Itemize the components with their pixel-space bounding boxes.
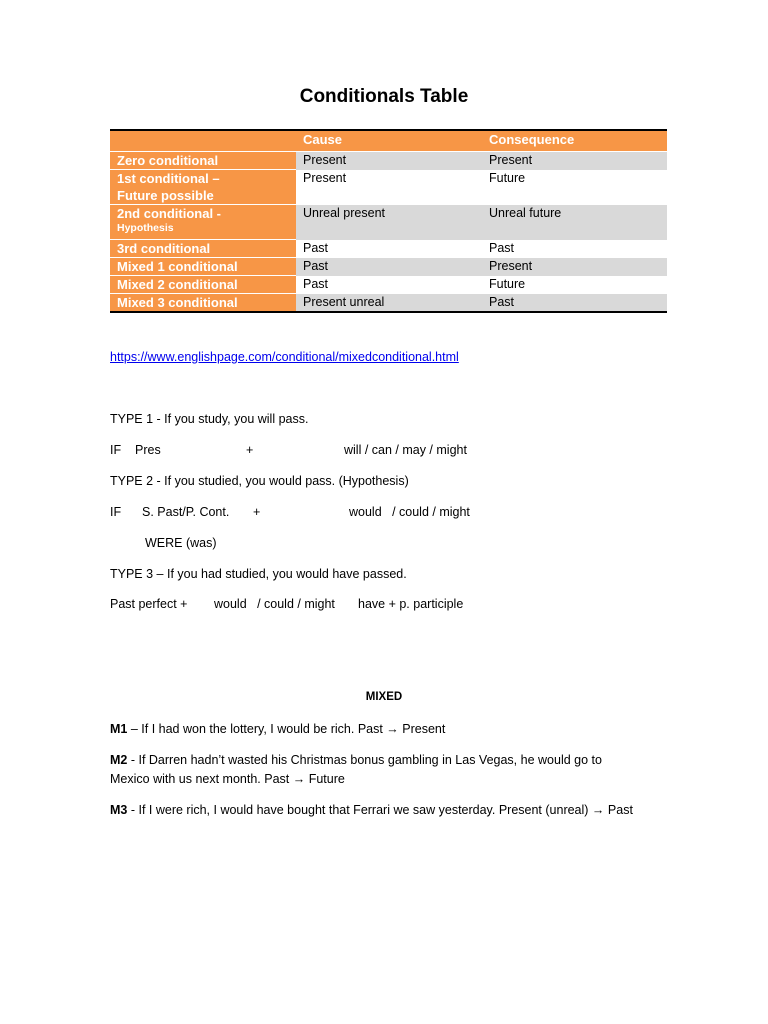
type3-modals: would / could / might <box>214 597 335 611</box>
m2-label: M2 <box>110 753 128 767</box>
cause-cell: Present <box>296 170 482 205</box>
cause-cell: Unreal present <box>296 205 482 240</box>
cause-cell: Past <box>296 276 482 294</box>
table-row <box>110 276 667 294</box>
consequence-cell: Present <box>482 258 667 276</box>
m1-text: – If I had won the lottery, I would be rich. Past → Present <box>127 722 446 736</box>
mixed-m1 <box>110 720 640 739</box>
mixed-m2 <box>110 751 640 789</box>
row-label-subtext: Future possible <box>117 188 214 203</box>
m3-text: - If I were rich, I would have bought that Ferrari we saw yesterday. Present (unreal) → Past <box>127 803 633 817</box>
header-cause: Cause <box>296 130 482 152</box>
row-label: Mixed 3 conditional <box>110 294 296 313</box>
type3-participle: have + p. participle <box>358 597 464 611</box>
page-title: Conditionals Table <box>299 86 469 107</box>
row-label <box>110 205 296 240</box>
row-label: Mixed 2 conditional <box>110 276 296 294</box>
row-label-text: Zero conditional <box>117 153 219 168</box>
type2-if: IF <box>110 505 122 519</box>
m2-text: - If Darren hadn’t wasted his Christmas bonus gambling in Las Vegas, he would go to Mexico with us next month. Past → Future <box>110 753 602 786</box>
table-row <box>110 258 667 276</box>
row-label: 3rd conditional <box>110 240 296 258</box>
row-label-text: 2nd conditional - <box>117 206 221 221</box>
conditionals-table <box>110 129 667 313</box>
type1-pres: Pres <box>135 443 161 457</box>
type1-if: IF <box>110 443 122 457</box>
m1-label: M1 <box>110 722 128 736</box>
table-row <box>110 152 667 170</box>
row-label-text: 1st conditional – <box>117 171 220 186</box>
type2-line: TYPE 2 - If you studied, you would pass. (Hypothesis) <box>110 474 409 488</box>
m3-label: M3 <box>110 803 128 817</box>
type3-pp: Past perfect + <box>110 597 188 611</box>
table-row <box>110 294 667 313</box>
consequence-cell: Unreal future <box>482 205 667 240</box>
consequence-cell: Past <box>482 294 667 313</box>
row-label-subtext: Hypothesis <box>117 222 174 234</box>
type1-plus: + <box>246 443 254 457</box>
type1-line: TYPE 1 - If you study, you will pass. <box>110 412 309 426</box>
table-row <box>110 205 667 240</box>
type3-line: TYPE 3 – If you had studied, you would have passed. <box>110 567 407 581</box>
table-row <box>110 170 667 205</box>
reference-link[interactable]: https://www.englishpage.com/conditional/mixedconditional.html <box>110 350 459 364</box>
cause-cell: Past <box>296 240 482 258</box>
cause-cell: Present unreal <box>296 294 482 313</box>
mixed-m3 <box>110 801 640 820</box>
row-label: Mixed 1 conditional <box>110 258 296 276</box>
consequence-cell: Future <box>482 170 667 205</box>
consequence-cell: Future <box>482 276 667 294</box>
table-row <box>110 240 667 258</box>
row-label <box>110 170 296 205</box>
type2-past: S. Past/P. Cont. <box>142 505 230 519</box>
consequence-cell: Past <box>482 240 667 258</box>
consequence-cell: Present <box>482 152 667 170</box>
table-header-row <box>110 130 667 152</box>
type1-modals: will / can / may / might <box>344 443 467 457</box>
header-blank <box>110 130 296 152</box>
type2-were: WERE (was) <box>145 536 217 550</box>
header-consequence: Consequence <box>482 130 667 152</box>
row-label <box>110 152 296 170</box>
cause-cell: Present <box>296 152 482 170</box>
cause-cell: Past <box>296 258 482 276</box>
mixed-heading: MIXED <box>365 691 403 703</box>
type2-modals: would / could / might <box>349 505 470 519</box>
type2-plus: + <box>253 505 261 519</box>
